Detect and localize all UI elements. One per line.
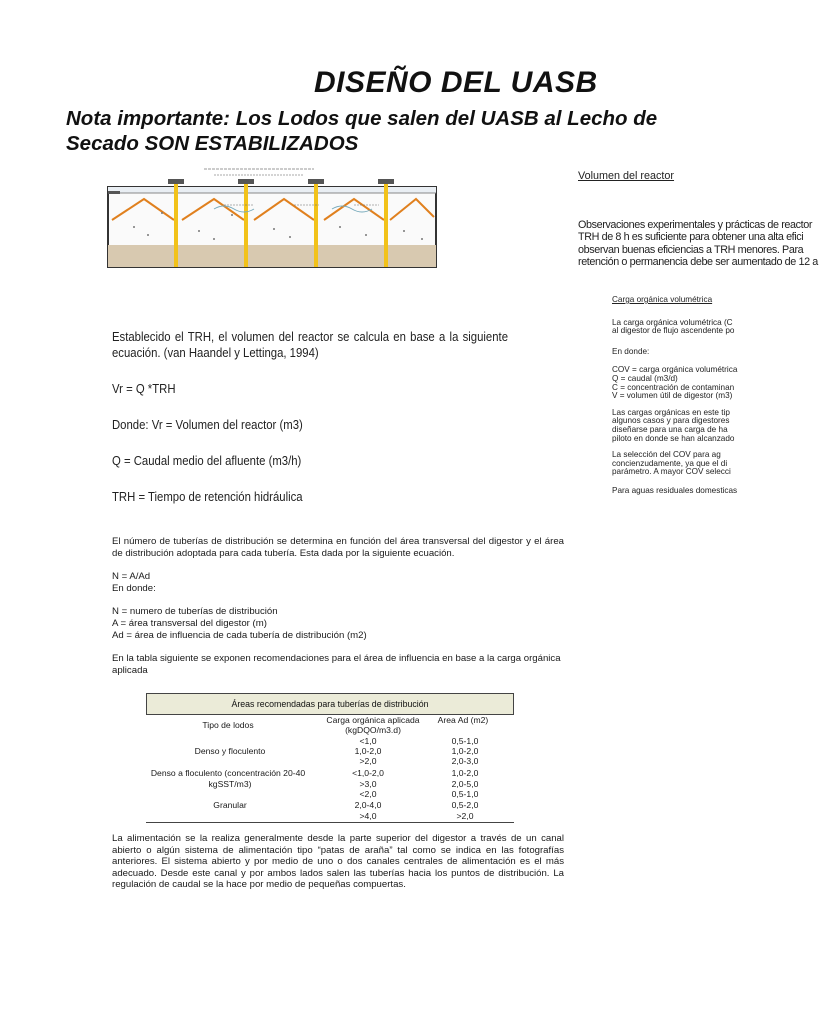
right-sub-line: Las cargas orgánicas en este tip	[612, 407, 730, 417]
table-header-area: Area Ad (m2)	[437, 715, 489, 725]
table-intro: En la tabla siguiente se exponen recomendaciones para el área de influencia en base a la carga orgánica aplicada	[112, 653, 561, 676]
right-subsection	[612, 296, 812, 496]
right-sub-line: La selección del COV para ag	[612, 450, 721, 460]
distribution-section	[112, 536, 564, 676]
right-where: En donde:	[612, 346, 650, 356]
table-row-load: 1,0-2,0	[354, 746, 382, 756]
right-def: Q = caudal (m3/d)	[612, 373, 678, 383]
table-row-area: 0,5-1,0	[451, 736, 479, 746]
table-row-load: <1,0-2,0	[352, 768, 384, 778]
table-row-load: >2,0	[359, 756, 377, 766]
table-row-type: Granular	[213, 800, 247, 810]
page-title: DISEÑO DEL UASB	[314, 66, 598, 99]
right-sub-line: parámetro. A mayor COV selecci	[612, 467, 731, 477]
right-sub-line: piloto en donde se han alcanzado	[612, 433, 735, 443]
right-def: COV = carga orgánica volumétrica	[612, 365, 738, 375]
important-note: Nota importante: Los Lodos que salen del UASB al Lecho de Secado SON ESTABILIZADOS	[66, 107, 658, 155]
distribution-def-ad: Ad = área de influencia de cada tubería de distribución (m2)	[112, 629, 367, 641]
distribution-def-a: A = área transversal del digestor (m)	[112, 617, 267, 629]
table-row-area: 1,0-2,0	[451, 768, 479, 778]
table-row-load: >3,0	[359, 779, 377, 789]
trh-def-vr: Donde: Vr = Volumen del reactor (m3)	[112, 418, 303, 432]
trh-equation: Vr = Q *TRH	[112, 382, 176, 396]
right-def: C = concentración de contaminan	[612, 382, 735, 392]
trh-section	[112, 329, 508, 505]
uasb-reactor-diagram	[104, 165, 440, 271]
right-last-line: Para aguas residuales domesticas	[612, 485, 738, 495]
right-sub-heading: Carga orgánica volumétrica	[612, 295, 713, 304]
table-header-load: Carga orgánica aplicada (kgDQO/m3.d)	[326, 715, 420, 735]
table-bottom-rule	[146, 822, 514, 823]
table-row-area: 1,0-2,0	[451, 746, 479, 756]
table-row-area: >2,0	[456, 811, 474, 821]
table-row-area: 0,5-1,0	[451, 789, 479, 799]
table-row-type: Denso y floculento	[194, 746, 266, 756]
right-line: observan buenas eficiencias a TRH menores. Para	[578, 243, 804, 256]
table-caption: Áreas recomendadas para tuberías de distribución	[146, 693, 514, 715]
distribution-intro: El número de tuberías de distribución se determina en función del área transversal del digestor y el área de distribución adoptada para cada tubería. Esta dada por la siguiente ecuación.	[112, 536, 564, 559]
right-sub-line: al digestor de flujo ascendente po	[612, 326, 735, 336]
table-row-load: 2,0-4,0	[354, 800, 382, 810]
table-row-area: 2,0-5,0	[451, 779, 479, 789]
distribution-equation: N = A/Ad	[112, 571, 151, 583]
table-row-type: kgSST/m3)	[208, 779, 252, 789]
right-sub-line: La carga orgánica volumétrica (C	[612, 317, 733, 327]
table-header-type: Tipo de lodos	[202, 720, 254, 730]
trh-def-trh: TRH = Tiempo de retención hidráulica	[112, 490, 303, 504]
table-row-area: 2,0-3,0	[451, 756, 479, 766]
table-row-area: 0,5-2,0	[451, 800, 479, 810]
trh-intro: Establecido el TRH, el volumen del reactor se calcula en base a la siguiente ecuación. (van Haandel y Lettinga, 1994)	[112, 330, 508, 360]
right-sub-line: algunos casos y para digestores	[612, 416, 730, 426]
right-def: V = volumen útil de digestor (m3)	[612, 391, 733, 401]
distribution-where: En donde:	[112, 582, 156, 594]
trh-def-q: Q = Caudal medio del afluente (m3/h)	[112, 454, 302, 468]
right-sub-line: diseñarse para una carga de ha	[612, 424, 728, 434]
right-line: retención o permanencia debe ser aumentado de 12 a	[578, 256, 818, 268]
right-sub-line: concienzudamente, ya que el di	[612, 458, 728, 468]
table-row-load: <1,0	[359, 736, 377, 746]
right-line: Observaciones experimentales y prácticas de reactor	[578, 218, 813, 231]
right-line: TRH de 8 h es suficiente para obtener una alta efici	[578, 231, 804, 243]
right-heading: Volumen del reactor	[578, 170, 675, 182]
table-row-type: Denso a floculento (concentración 20-40	[150, 768, 306, 778]
table-row-load: >4,0	[359, 811, 377, 821]
feeding-section	[112, 833, 564, 891]
right-column-text	[578, 170, 838, 269]
table-row-load: <2,0	[359, 789, 377, 799]
distribution-def-n: N = numero de tuberías de distribución	[112, 606, 278, 618]
feeding-paragraph: La alimentación se la realiza generalmente desde la parte superior del digestor a través de un canal abierto o algún sistema de alimentación tipo “patas de araña” tal como se indica en las fotografías anteriores. El sistema abierto y por medio de uno o dos canales centrales de alimentación es el más adecuado. Desde este canal y por ambos lados salen las tuberías hacia los puntos de distribución. La regulación de caudal se la hace por medio de pequeñas compuertas.	[112, 833, 564, 891]
